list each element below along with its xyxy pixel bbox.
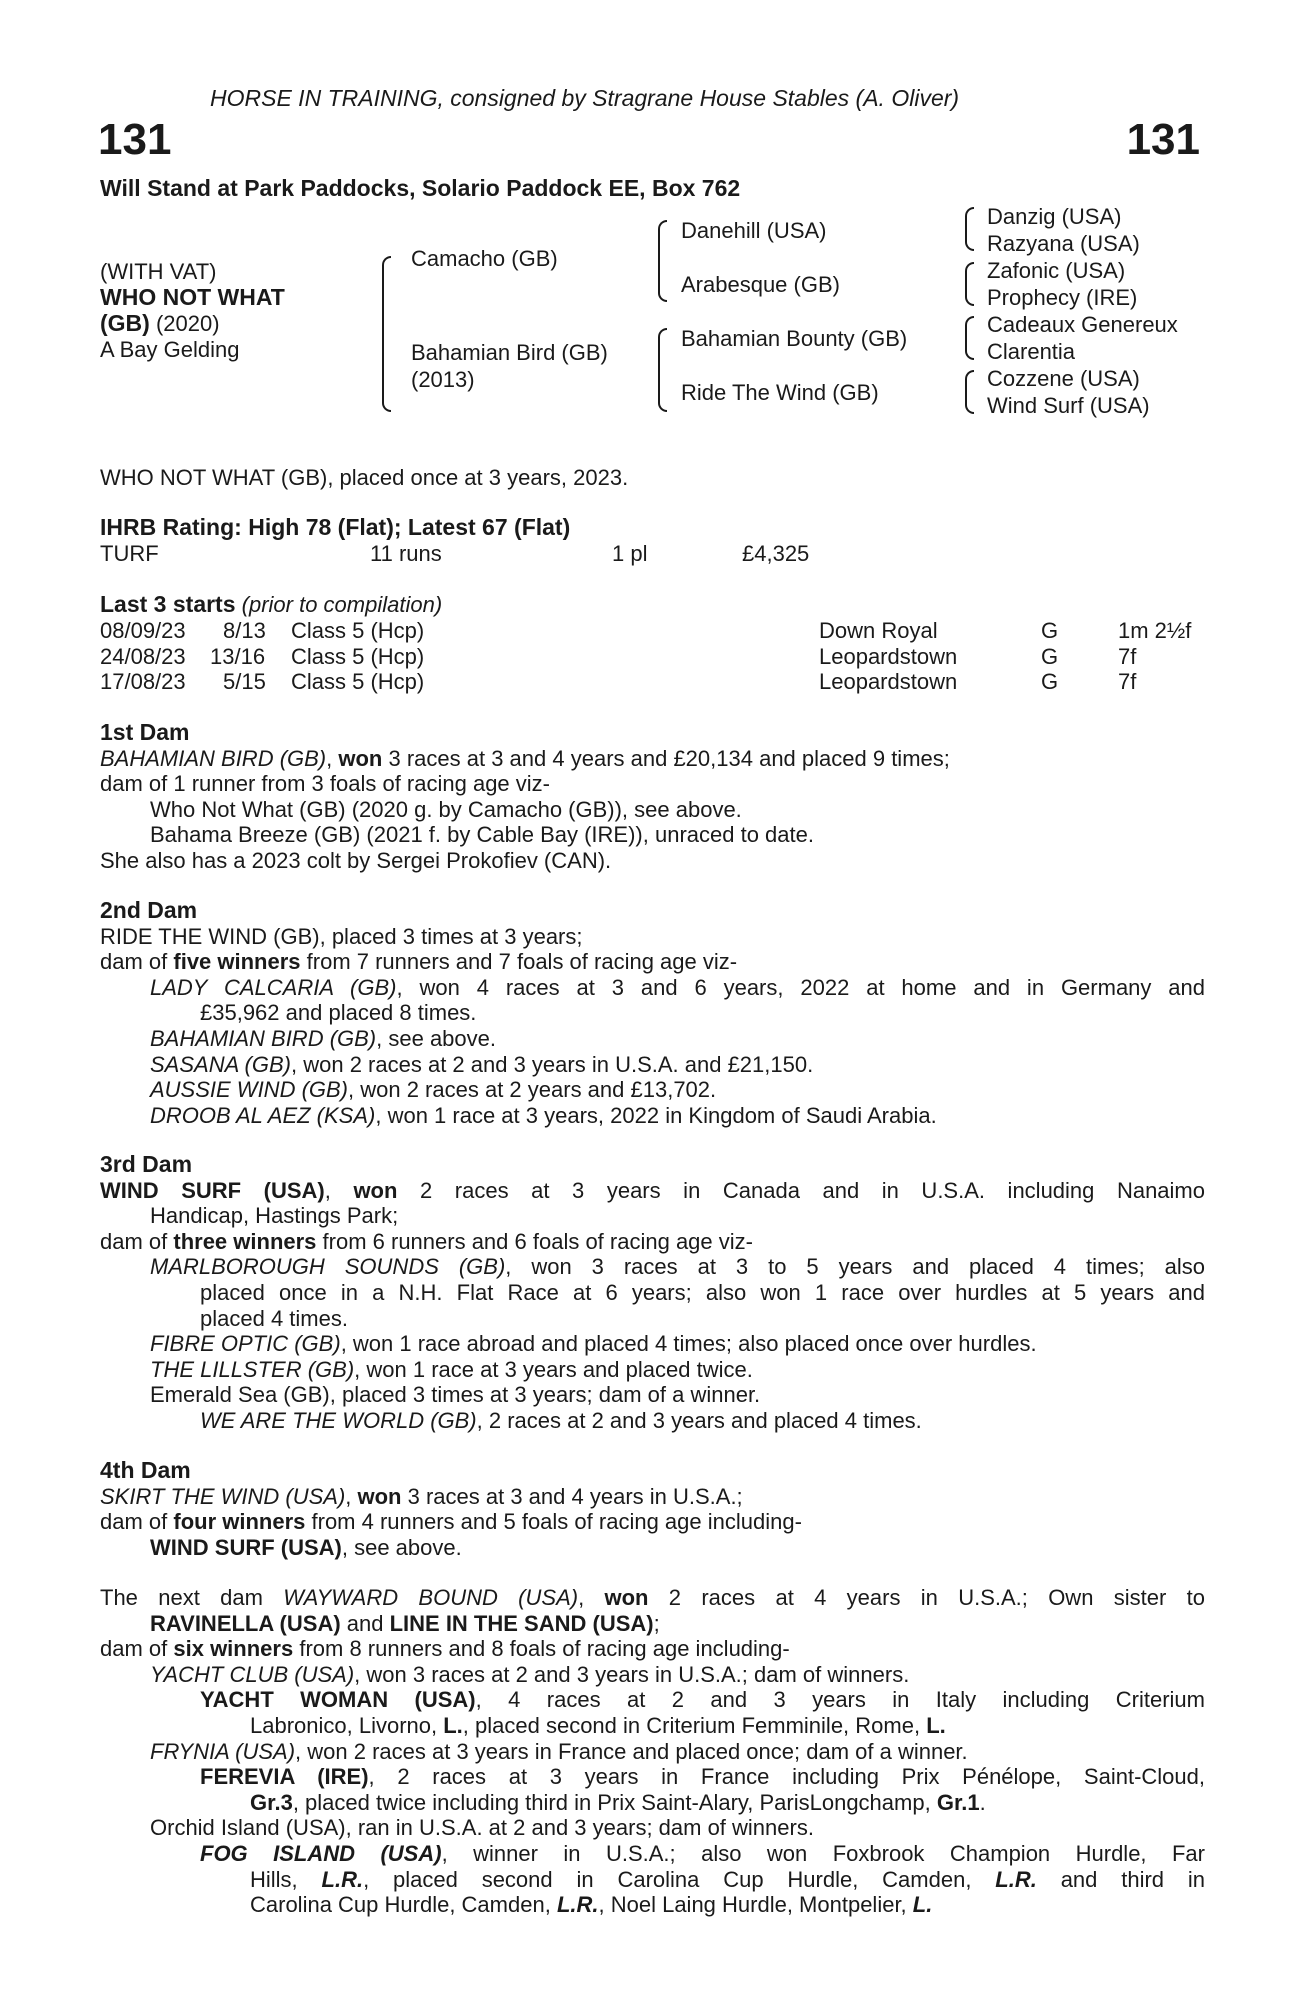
pedigree-brace-2b bbox=[658, 328, 667, 412]
pedigree-ds: Bahamian Bounty (GB) bbox=[681, 326, 908, 351]
pedigree-sds: Zafonic (USA) bbox=[987, 258, 1126, 283]
third-dam-section: 3rd Dam WIND SURF (USA), won 2 races at 3 years in Canada and in U.S.A. including Nanaimo Handicap, Hastings Park; dam of three winners from 6 runners and 6 foals of racing age viz- MARLBOROUGH SOUNDS (GB), won 3 races at 3 to 5 years and placed 4 times; also placed once in a N.H. Flat Race at 6 years; also won 1 race over hurdles at 5 years and placed 4 times. FIBRE OPTIC (GB), won 1 race abroad and placed 4 times; also placed once over hurdles. THE LILLSTER (GB), won 1 race at 3 years and placed twice. Emerald Sea (GB), placed 3 times at 3 years; dam of a winner. WE ARE THE WORLD (GB), 2 races at 2 and 3 years and placed 4 times. bbox=[100, 1151, 1205, 1433]
pedigree-brace-3c bbox=[965, 316, 974, 360]
pedigree-sdd: Prophecy (IRE) bbox=[987, 285, 1138, 310]
table-row: 08/09/23 8/13 Class 5 (Hcp) Down Royal G 1m 2½f bbox=[100, 618, 1192, 643]
rating-runs: 11 runs bbox=[370, 541, 442, 566]
lot-number-left: 131 bbox=[98, 115, 172, 164]
consignment-line: HORSE IN TRAINING, consigned by Stragrane House Stables (A. Oliver) bbox=[210, 85, 960, 111]
pedigree-brace-3a bbox=[965, 207, 974, 251]
pedigree-dsd: Clarentia bbox=[987, 339, 1076, 364]
pedigree-dss: Cadeaux Genereux bbox=[987, 312, 1178, 337]
section-heading: 4th Dam bbox=[100, 1457, 191, 1483]
pedigree-dds: Cozzene (USA) bbox=[987, 366, 1140, 391]
section-heading: 1st Dam bbox=[100, 719, 190, 745]
horse-name-suffix bbox=[100, 311, 220, 337]
pedigree-brace-3d bbox=[965, 370, 974, 414]
first-dam-section: 1st Dam BAHAMIAN BIRD (GB), won 3 races at 3 and 4 years and £20,134 and placed 9 times; dam of 1 runner from 3 foals of racing age viz- Who Not What (GB) (2020 g. by Camacho (GB)), see above. Bahama Breeze (GB) (2021 f. by Cable Bay (IRE)), unraced to date. She also has a 2023 colt by Sergei Prokofiev (CAN). bbox=[100, 720, 1205, 874]
section-heading: 2nd Dam bbox=[100, 897, 198, 923]
pedigree-brace-1 bbox=[382, 256, 391, 412]
pedigree-ssd: Razyana (USA) bbox=[987, 231, 1140, 256]
horse-name: WHO NOT WHAT bbox=[100, 284, 285, 310]
second-dam-section: 2nd Dam RIDE THE WIND (GB), placed 3 times at 3 years; dam of five winners from 7 runners and 7 foals of racing age viz- LADY CALCARIA (GB), won 4 races at 3 and 6 years, 2022 at home and in Germany and £35,962 and placed 8 times. BAHAMIAN BIRD (GB), see above. SASANA (GB), won 2 races at 2 and 3 years in U.S.A. and £21,150. AUSSIE WIND (GB), won 2 races at 2 years and £13,702. DROOB AL AEZ (KSA), won 1 race at 3 years, 2022 in Kingdom of Saudi Arabia. bbox=[100, 897, 1205, 1128]
pedigree-dd: Ride The Wind (GB) bbox=[681, 380, 879, 405]
next-dam-section: The next dam WAYWARD BOUND (USA), won 2 races at 4 years in U.S.A.; Own sister to RAVINELLA (USA) and LINE IN THE SAND (USA); dam of six winners from 8 runners and 8 foals of racing age including- YACHT CLUB (USA), won 3 races at 2 and 3 years in U.S.A.; dam of winners. YACHT WOMAN (USA), 4 races at 2 and 3 years in Italy including Criterium Labronico, Livorno, L., placed second in Criterium Femminile, Rome, L. FRYNIA (USA), won 2 races at 3 years in France and placed once; dam of a winner. FEREVIA (IRE), 2 races at 3 years in France including Prix Pénélope, Saint-Cloud, Gr.3, placed twice including third in Prix Saint-Alary, ParisLongchamp, Gr.1. Orchid Island (USA), ran in U.S.A. at 2 and 3 years; dam of winners. FOG ISLAND (USA), winner in U.S.A.; also won Foxbrook Champion Hurdle, Far Hills, L.R., placed second in Carolina Cup Hurdle, Camden, L.R. and third in Carolina Cup Hurdle, Camden, L.R., Noel Laing Hurdle, Montpelier, L. bbox=[100, 1585, 1205, 1918]
fourth-dam-section: 4th Dam SKIRT THE WIND (USA), won 3 races at 3 and 4 years in U.S.A.; dam of four winners from 4 runners and 5 foals of racing age including- WIND SURF (USA), see above. bbox=[100, 1458, 1205, 1560]
table-row: 17/08/23 5/15 Class 5 (Hcp) Leopardstown G 7f bbox=[100, 669, 1137, 695]
rating-title: IHRB Rating: High 78 (Flat); Latest 67 (Flat) bbox=[100, 514, 571, 540]
last-starts-table bbox=[100, 618, 1210, 698]
rating-surface: TURF bbox=[100, 541, 159, 566]
pedigree-sd: Arabesque (GB) bbox=[681, 272, 840, 297]
pedigree-dam-year: (2013) bbox=[411, 367, 475, 392]
rating-prize: £4,325 bbox=[742, 541, 810, 566]
pedigree-ddd: Wind Surf (USA) bbox=[987, 393, 1150, 418]
pedigree-dam: Bahamian Bird (GB) bbox=[411, 340, 608, 365]
last-starts-heading: Last 3 starts (prior to compilation) bbox=[100, 591, 443, 617]
pedigree-sss: Danzig (USA) bbox=[987, 204, 1122, 229]
horse-country: (GB) bbox=[100, 310, 150, 336]
pedigree-brace-2a bbox=[658, 220, 667, 302]
lot-number-right: 131 bbox=[1126, 115, 1200, 164]
pedigree-sire: Camacho (GB) bbox=[411, 246, 558, 271]
horse-description: A Bay Gelding bbox=[100, 337, 240, 362]
location-line: Will Stand at Park Paddocks, Solario Paddock EE, Box 762 bbox=[100, 175, 741, 201]
rating-placed: 1 pl bbox=[612, 541, 648, 566]
vat-label: (WITH VAT) bbox=[100, 259, 217, 284]
pedigree-brace-3b bbox=[965, 262, 974, 306]
section-heading: 3rd Dam bbox=[100, 1151, 193, 1177]
race-summary: WHO NOT WHAT (GB), placed once at 3 years, 2023. bbox=[100, 465, 629, 490]
pedigree-ss: Danehill (USA) bbox=[681, 218, 827, 243]
horse-year: (2020) bbox=[149, 311, 220, 336]
table-row: 24/08/23 13/16 Class 5 (Hcp) Leopardstown G 7f bbox=[100, 643, 1137, 669]
